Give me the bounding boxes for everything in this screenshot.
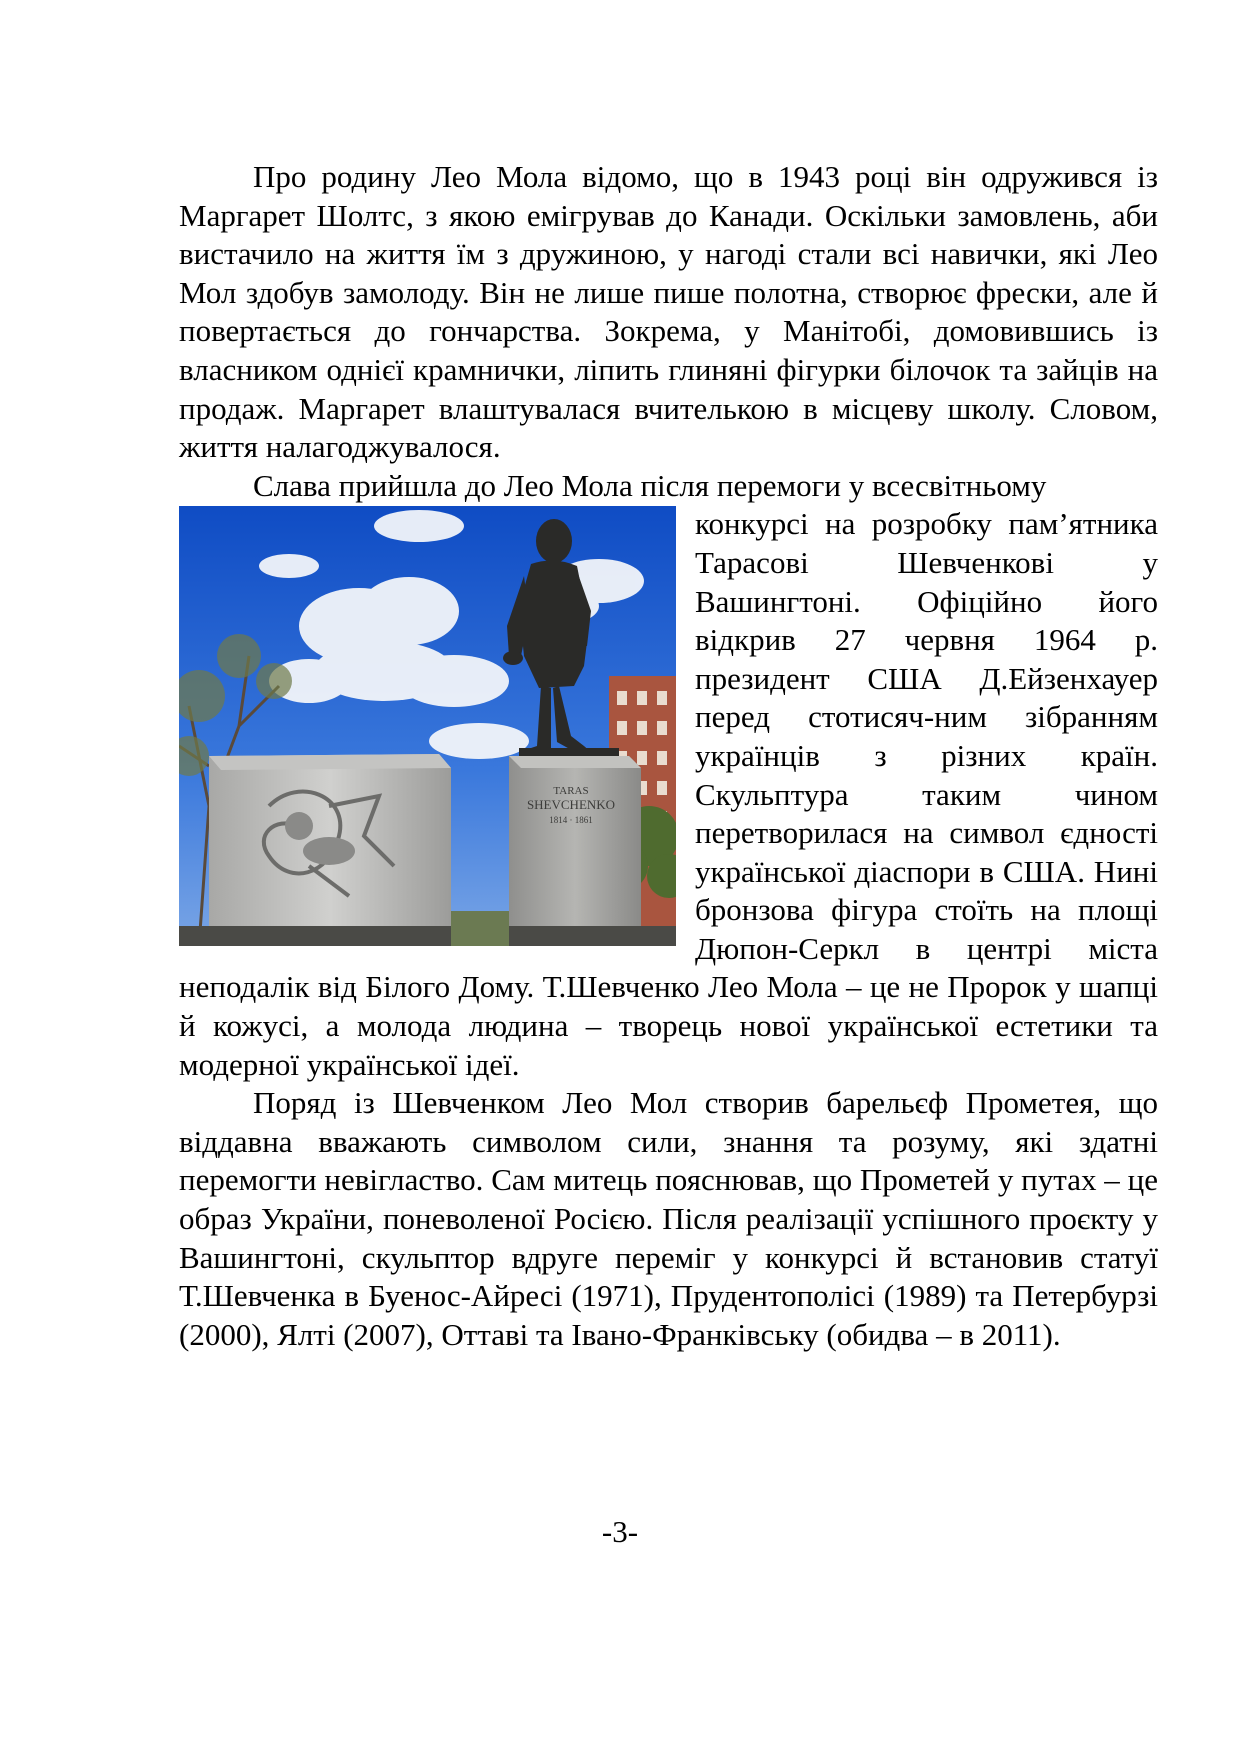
paragraph-fame-intro: Слава прийшла до Лео Мола після перемоги у всесвітньому [253, 467, 1047, 503]
inscription-line-3: 1814 · 1861 [549, 815, 593, 826]
inscription-line-1: TARAS [553, 785, 589, 798]
document-body [179, 158, 1158, 1354]
paragraph-monument: конкурсі на розробку пам’ятника Тарасові Шевченкові у Вашингтоні. Офіційно його відкрив 27 червня 1964 р. президент США Д.Ейзенхауер перед стотисяч-ним зібранням українців з різних країн. Скульптура таким чином перетворилася на символ єдності української діаспори в США. Нині бронзова фігура стоїть на площі Дюпон-Серкл в центрі міста неподалік від Білого Дому. Т.Шевченко Лео Мола – це не Пророк у шапці й кожусі, а молода людина – творець нової української естетики та модерної української ідеї. [179, 506, 1158, 1082]
page-number: -3- [601, 1514, 639, 1549]
paragraph-family: Про родину Лео Мола відомо, що в 1943 році він одружився із Маргарет Шолтс, з якою емігрував до Канади. Оскільки замовлень, аби вистачило на життя їм з дружиною, у нагоді стали всі навички, які Лео Мол здобув замолоду. Він не лише пише полотна, створює фрески, але й повертається до гончарства. Зокрема, у Манітобі, домовившись із власником однієї крамнички, ліпить глиняні фігурки білочок та зайців на продаж. Маргарет влаштувалася вчителькою в місцеву школу. Словом, життя налагоджувалося. [179, 159, 1158, 465]
paragraph-prometheus: Поряд із Шевченком Лео Мол створив барельєф Прометея, що віддавна вважають символом сили, знання та розуму, які здатні перемогти невігластво. Сам митець пояснював, що Прометей у путах – це образ України, поневоленої Росією. Після реалізації успішного проєкту у Вашингтоні, скульптор вдруге переміг у конкурсі й встановив статуї Т.Шевченка в Буенос-Айресі (1971), Прудентополісі (1989) та Петербурзі (2000), Ялті (2007), Оттаві та Івано-Франківську (обидва – в 2011). [179, 1085, 1158, 1352]
shevchenko-monument-photo [179, 506, 676, 946]
inscription-line-2: SHEVCHENKO [526, 797, 616, 813]
